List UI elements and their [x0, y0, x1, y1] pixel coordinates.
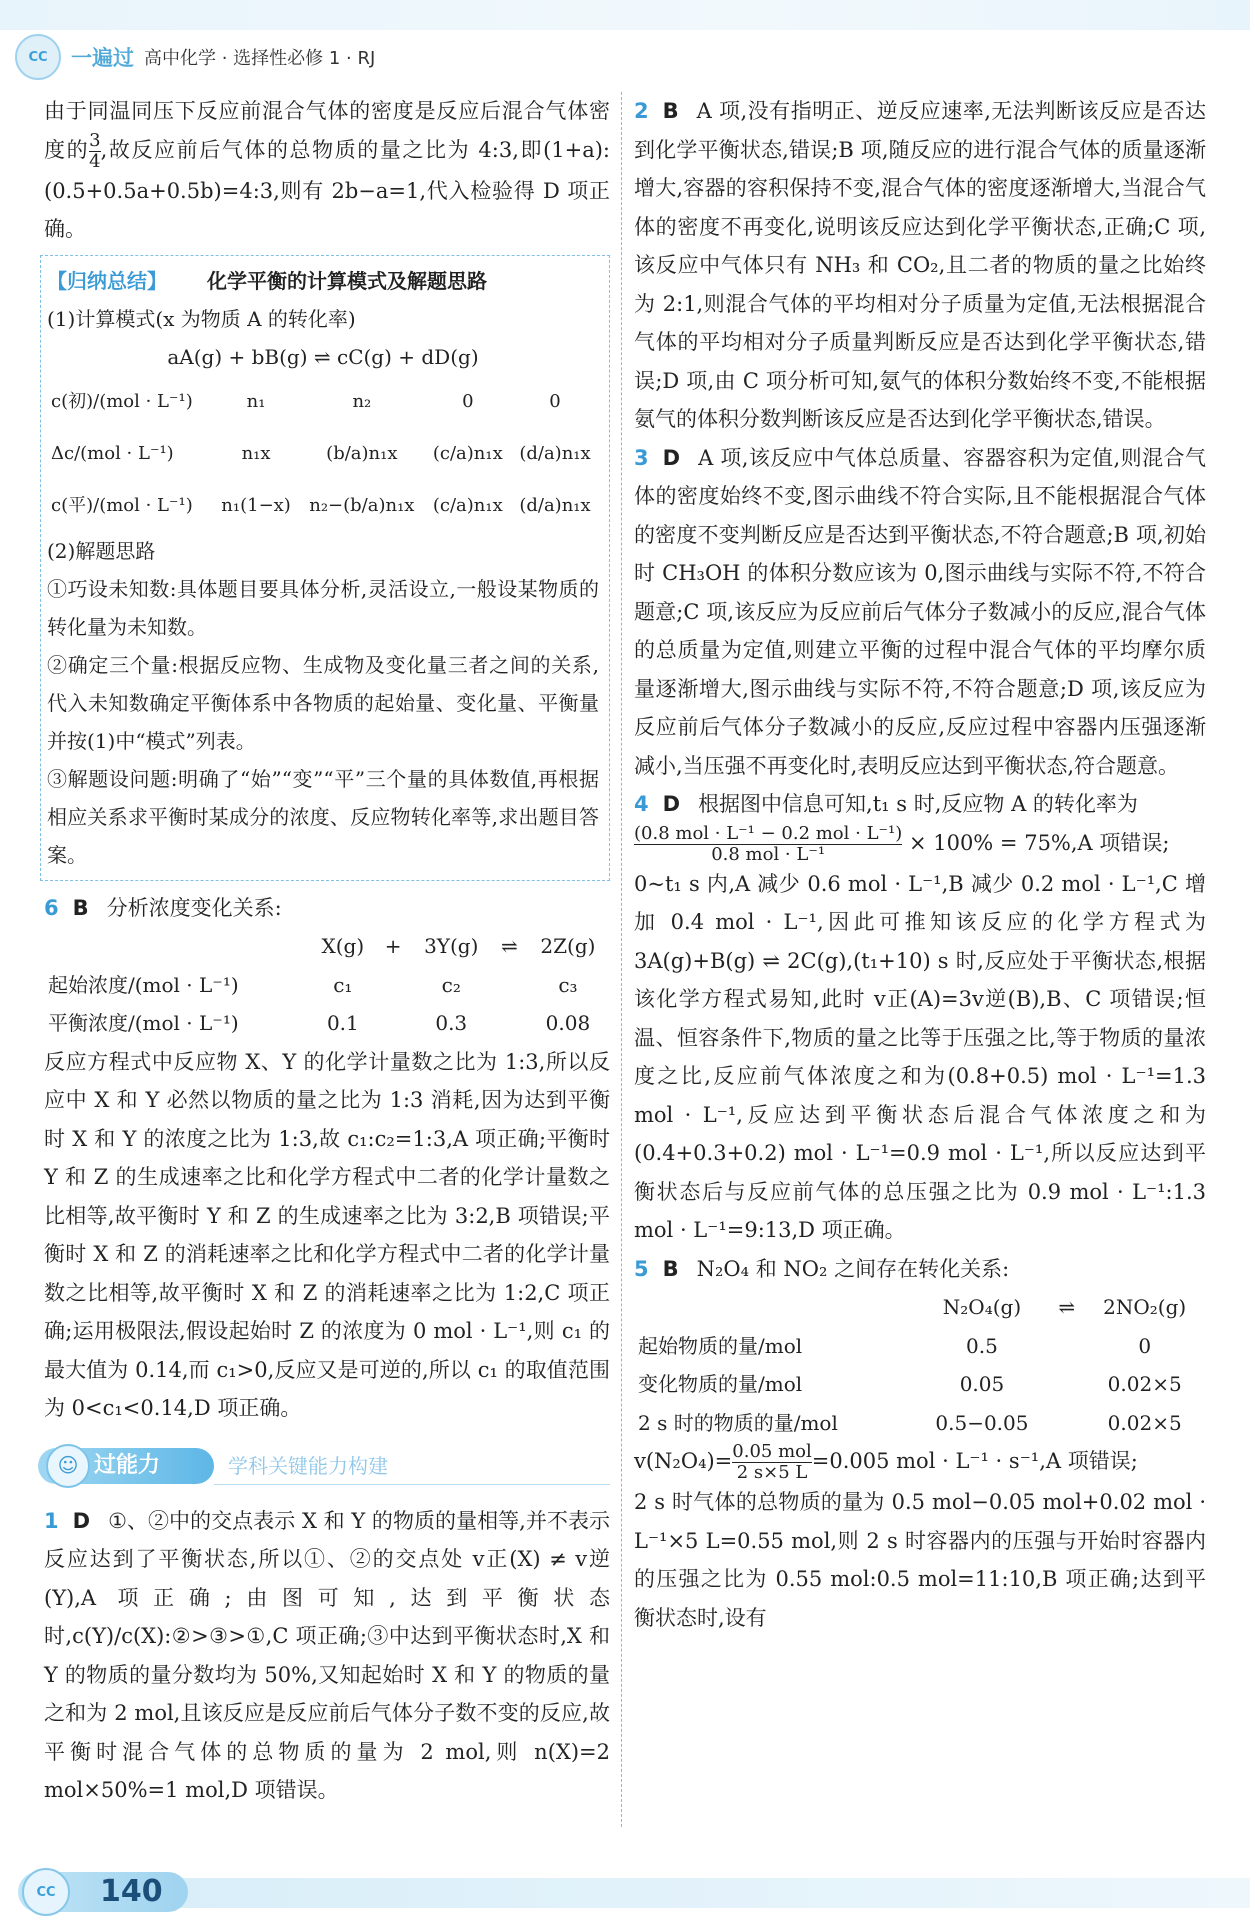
calc-row: Δc/(mol · L⁻¹) n₁x (b/a)n₁x (c/a)n₁x (d/a)n₁x: [51, 442, 591, 464]
brand-name: 一遍过: [71, 46, 134, 70]
summary-title: 化学平衡的计算模式及解题思路: [207, 268, 487, 293]
page-footer: [0, 1868, 1250, 1918]
idea-2: ②确定三个量:根据反应物、生成物及变化量三者之间的关系,代入未知数确定平衡体系中各物质的起始量、变化量、平衡量并按(1)中“模式”列表。: [47, 652, 599, 753]
left-column: [44, 92, 610, 1810]
page-number: 140: [100, 1874, 163, 1909]
book-title: 高中化学 · 选择性必修 1 · RJ: [144, 48, 376, 69]
general-equation: aA(g) + bB(g) ⇌ cC(g) + dD(g): [167, 344, 479, 369]
idea-heading: (2)解题思路: [47, 538, 156, 563]
summary-tag: 【归纳总结】: [47, 268, 167, 293]
q6-explanation: 反应方程式中反应物 X、Y 的化学计量数之比为 1:3,所以反应中 X 和 Y 必然以物质的量之比为 1:3 消耗,因为达到平衡时 X 和 Y 的浓度之比为 1:3,故 c₁:c₂=1:3,A 项正确;平衡时 Y 和 Z 的生成速率之比和化学方程式中二者的化学计量数之比相等,故平衡时 Y 和 Z 的生成速率之比为 3:2,B 项错误;平衡时 X 和 Z 的消耗速率之比和化学方程式中二者的化学计量数之比相等,故平衡时 X 和 Z 的消耗速率之比为 1:2,C 项正确;运用极限法,假设起始时 Z 的浓度为 0 mol · L⁻¹,则 c₁ 的最大值为 0.14,而 c₁>0,反应又是可逆的,所以 c₁ 的取值范围为 0<c₁<0.14,D 项正确。: [44, 1049, 610, 1420]
section-title: 过能力: [94, 1452, 161, 1478]
brand-logo: CC: [15, 34, 61, 80]
question-2: 2 B A 项,没有指明正、逆反应速率,无法判断该反应是否达到化学平衡状态,错误;B 项,随反应的进行混合气体的质量逐渐增大,容器的容积保持不变,混合气体的密度逐渐增大,当混合气体的密度不再变化,说明该反应达到化学平衡状态,正确;C 项,该反应中气体只有 NH₃ 和 CO₂,且二者的物质的量之比始终为 2:1,则混合气体的平均相对分子质量为定值,无法根据混合气体的平均相对分子质量判断反应是否达到化学平衡状态,错误;D 项,由 C 项分析可知,氨气的体积分数始终不变,不能根据氨气的体积分数判断该反应是否达到化学平衡状态,错误。: [634, 99, 1206, 431]
q5-table: N₂O₄(g) ⇌ 2NO₂(g) 起始物质的量/mol 0.5 0 变化物质的量/mol 0.05 0.02×5 2 s 时的物质的量/mol 0.5−0.05 0.02×5: [638, 1295, 1187, 1435]
page-header: [15, 35, 375, 79]
calc-row: c(初)/(mol · L⁻¹) n₁ n₂ 0 0: [51, 390, 561, 412]
q4-fraction: $\frac{\text{(0.8 mol · L⁻¹ − 0.2 mol · L⁻¹)}}{\text{0.8 mol · L⁻¹}}$: [634, 822, 903, 865]
top-decor-band: [0, 0, 1250, 30]
calc-row: c(平)/(mol · L⁻¹) n₁(1−x) n₂−(b/a)n₁x (c/a)n₁x (d/a)n₁x: [51, 494, 591, 516]
q6-table: X(g) + 3Y(g) ⇌ 2Z(g) 起始浓度/(mol · L⁻¹) c₁ c₂ c₃ 平衡浓度/(mol · L⁻¹) 0.1 0.3 0.08: [48, 934, 596, 1035]
right-column: [634, 92, 1206, 1637]
question-6: 6 B 分析浓度变化关系: X(g) + 3Y(g) ⇌ 2Z(g) 起始浓度/(mol · L⁻¹) c₁ c₂ c₃ 平衡浓度/(mol · L⁻¹) 0.1 0.3 0.08 反应方程式中反应物 X、Y 的化学计量数之比为 1:3,所以反应中 X 和 Y 必然以物质的量之比为 1:3 消耗,因为达到平衡时 X 和 Y 的浓度之比为 1:3,故 c₁:c₂=1:3,A 项正确;平衡时 Y 和 Z 的生成速率之比和化学方程式中二者的化学计量数之比相等,故平衡时 Y 和 Z 的生成速率之比为 3:2,B 项错误;平衡时 X 和 Z 的消耗速率之比和化学方程式中二者的化学计量数之比相等,故平衡时 X 和 Z 的消耗速率之比为 1:2,C 项正确;运用极限法,假设起始时 Z 的浓度为 0 mol · L⁻¹,则 c₁ 的最大值为 0.14,而 c₁>0,反应又是可逆的,所以 c₁ 的取值范围为 0<c₁<0.14,D 项正确。: [44, 889, 610, 1428]
question-4: 4 D 根据图中信息可知,t₁ s 时,反应物 A 的转化率为 $\frac{\text{(0.8 mol · L⁻¹ − 0.2 mol · L⁻¹)}}{\text{0.8 mol · L⁻¹}}$ × 100% = 75%,A 项错误; 0~t₁ s 内,A 减少 0.6 mol · L⁻¹,B 减少 0.2 mol · L⁻¹,C 增加 0.4 mol · L⁻¹,因此可推知该反应的化学方程式为 3A(g)+B(g) ⇌ 2C(g),(t₁+10) s 时,反应处于平衡状态,根据该化学方程式易知,此时 v正(A)=3v逆(B),B、C 项错误;恒温、恒容条件下,物质的量之比等于压强之比,等于物质的量浓度之比,反应前气体浓度之和为(0.8+0.5) mol · L⁻¹=1.3 mol · L⁻¹,反应达到平衡状态后混合气体浓度之和为(0.4+0.3+0.2) mol · L⁻¹=0.9 mol · L⁻¹,所以反应达到平衡状态后与反应前气体的总压强之比为 0.9 mol · L⁻¹:1.3 mol · L⁻¹=9:13,D 项正确。: [634, 792, 1206, 1242]
idea-3: ③解题设问题:明确了“始”“变”“平”三个量的具体数值,再根据相应关系求平衡时某成分的浓度、反应物转化率等,求出题目答案。: [47, 766, 599, 867]
q5-rate-fraction: $\frac{\text{0.05 mol}}{2 s\times 5 L}$: [732, 1441, 812, 1483]
column-divider: [621, 92, 622, 1827]
idea-1: ①巧设未知数:具体题目要具体分析,灵活设立,一般设某物质的转化量为未知数。: [47, 576, 599, 639]
calc-table: [47, 376, 599, 532]
fraction-3-4: $\frac{3}{4}$: [89, 129, 101, 172]
footer-logo: CC: [22, 1868, 70, 1916]
question-3: 3 D A 项,该反应中气体总质量、容器容积为定值,则混合气体的密度始终不变,图示曲线不符合实际,且不能根据混合气体的密度不变判断反应是否达到平衡状态,不符合题意;B 项,初始时 CH₃OH 的体积分数应该为 0,图示曲线与实际不符,不符合题意;C 项,该反应为反应前后气体分子数减小的反应,混合气体的总质量为定值,则建立平衡的过程中混合气体的平均摩尔质量逐渐增大,图示曲线与实际不符,不符合题意;D 项,该反应为反应前后气体分子数减小的反应,反应过程中容器内压强逐渐减小,当压强不再变化时,表明反应达到平衡状态,符合题意。: [634, 445, 1206, 778]
continuation-paragraph: 由于同温同压下反应前混合气体的密度是反应后混合气体密度的 $\frac{3}{4}$ ,故反应前后气体的总物质的量之比为 4:3,即(1+a):(0.5+0.5a+0.5b)=4:3,则有 2b−a=1,代入检验得 D 项正确。: [44, 99, 611, 241]
section-banner: [38, 1444, 610, 1488]
q1-explanation: ①、②中的交点表示 X 和 Y 的物质的量相等,并不表示反应达到了平衡状态,所以①、②的交点处 v正(X) ≠ v逆(Y),A 项正确;由图可知,达到平衡状态时,c(Y)/c(X):②>③>①,C 项正确;③中达到平衡状态时,X 和 Y 的物质的量分数均为 50%,又知起始时 X 和 Y 的物质的量之和为 2 mol,且该反应是反应前后气体分子数不变的反应,故平衡时混合气体的总物质的量为 2 mol,则 n(X)=2 mol×50%=1 mol,D 项错误。: [44, 1508, 610, 1802]
section-subtitle: 学科关键能力构建: [228, 1453, 388, 1478]
summary-box: [40, 255, 610, 881]
mascot-icon: ☺: [46, 1444, 90, 1488]
mode-heading: (1)计算模式(x 为物质 A 的转化率): [47, 306, 356, 331]
question-1: 1 D ①、②中的交点表示 X 和 Y 的物质的量相等,并不表示反应达到了平衡状态,所以①、②的交点处 v正(X) ≠ v逆(Y),A 项正确;由图可知,达到平衡状态时,c(Y)/c(X):②>③>①,C 项正确;③中达到平衡状态时,X 和 Y 的物质的量分数均为 50%,又知起始时 X 和 Y 的物质的量之和为 2 mol,且该反应是反应前后气体分子数不变的反应,故平衡时混合气体的总物质的量为 2 mol,则 n(X)=2 mol×50%=1 mol,D 项错误。: [44, 1508, 610, 1802]
question-5: 5 B N₂O₄ 和 NO₂ 之间存在转化关系: N₂O₄(g) ⇌ 2NO₂(g) 起始物质的量/mol 0.5 0 变化物质的量/mol 0.05 0.02×5 2 s 时的物质的量/mol 0.5−0.05 0.02×5 v(N₂O₄)= $\frac{\text{0.05 mol}}{2 s\times 5 L}$ =0.005 mol · L⁻¹ · s⁻¹,A 项错误; 2 s 时气体的总物质的量为 0.5 mol−0.05 mol+0.02 mol · L⁻¹×5 L=0.55 mol,则 2 s 时容器内的压强与开始时容器内的压强之比为 0.55 mol:0.5 mol=11:10,B 项正确;达到平衡状态时,设有: [634, 1256, 1206, 1630]
